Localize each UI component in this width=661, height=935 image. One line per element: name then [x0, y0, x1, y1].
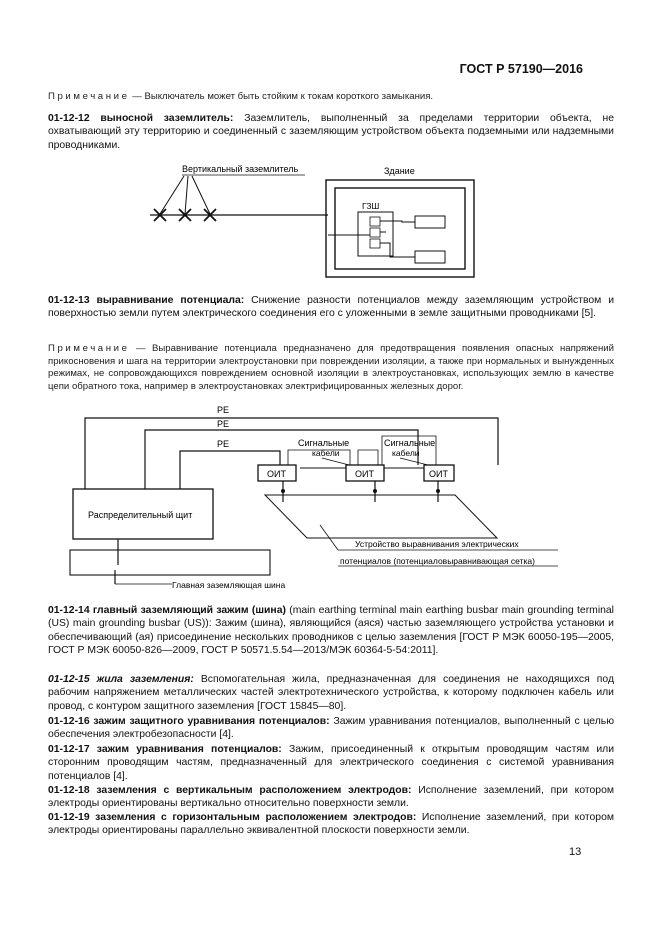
term-definition: Зажим уравнивания потенциалов, выполненный с целью обеспечения электробезопасности [4].: [48, 716, 614, 741]
term-definition: Снижение разности потенциалов между заземляющим устройством и поверхностью земли путем электрического соединения его с уложенными в земле защитными проводниками [5].: [48, 295, 614, 320]
main-earthing-bus: [70, 550, 270, 575]
signal-cables-label: кабели: [312, 448, 340, 458]
pe-label: PE: [217, 439, 230, 449]
term-01-12-15: [48, 673, 614, 713]
term-title: 01-12-18 заземления с вертикальным расположением электродов:: [48, 785, 412, 796]
terminal-block: [370, 228, 380, 237]
note-text: — Выключатель может быть стойким к токам короткого замыкания.: [129, 91, 434, 102]
oit-label: ОИТ: [355, 469, 374, 479]
building-outer: [326, 180, 474, 277]
grid-label: потенциалов (потенциаловыравнивающая сетка): [340, 556, 535, 566]
note-switch: [48, 91, 614, 104]
term-definition: Исполнение заземлений, при котором электроды ориентированы параллельно эквивалентной плоскости поверхности земли.: [48, 812, 615, 837]
bus-label: Главная заземляющая шина: [172, 580, 286, 590]
oit-label: ОИТ: [267, 469, 286, 479]
term-title: 01-12-16 зажим защитного уравнивания потенциалов:: [48, 716, 330, 727]
terminal-block: [370, 239, 380, 248]
equipment-box: [415, 251, 445, 263]
term-01-12-18: [48, 784, 614, 811]
term-definition: Исполнение заземлений, при котором электроды ориентированы вертикально относительно поверхности земли.: [48, 785, 615, 810]
pe-label: PE: [217, 405, 230, 415]
term-01-12-12: [48, 112, 614, 152]
connection-dot: [373, 489, 377, 493]
term-definition: Зажим, присоединенный к открытым проводящим частям или сторонним проводящим частям, предназначенный для электрического соединения с системой уравнивания потенциалов [4].: [48, 744, 614, 782]
note-label: Примечание: [48, 91, 130, 102]
term-title: 01-12-12 выносной заземлитель:: [48, 113, 234, 124]
signal-cables-label: кабели: [392, 448, 420, 458]
term-definition: (main earthing terminal main earthing busbar main grounding terminal (US) main grounding busbar (US)): Зажим (шина), являющийся (аяся) частью заземляющего устройства установки и обеспечивающий (ая) присоединение нескольких проводников с целью заземления [ГОСТ Р МЭК 60050-195—2005, ГОСТ Р МЭК 60050-826—2009, ГОСТ Р 50571.5.54—2013/МЭК 60364-5-54:2011].: [48, 605, 614, 657]
grid-label: Устройство выравнивания электрических: [355, 539, 519, 549]
term-definition: Вспомогательная жила, предназначенная для соединения не находящихся под рабочим напряжением металлических частей электротехнического устройства, к которому подключен кабель или провод, с контуром защитного заземления [ГОСТ 15845—80].: [48, 674, 615, 712]
pe-label: PE: [217, 419, 230, 429]
term-title: 01-12-14 главный заземляющий зажим (шина): [48, 605, 286, 616]
term-title: 01-12-15 жила заземления:: [48, 674, 194, 685]
signal-cables-label: Сигнальные: [384, 438, 436, 448]
term-title: 01-12-13 выравнивание потенциала:: [48, 295, 245, 306]
term-01-12-17: [48, 743, 614, 783]
oit-label: ОИТ: [429, 469, 448, 479]
gzsh-label: ГЗШ: [362, 201, 380, 211]
equalization-grid: [265, 495, 497, 538]
page-number: 13: [569, 846, 582, 858]
equipment-box: [415, 216, 445, 228]
figure-potential-equalization: [60, 400, 570, 595]
terminal-block: [370, 217, 380, 226]
building-label: Здание: [384, 166, 415, 176]
note-label: Примечание: [48, 343, 130, 354]
term-definition: Заземлитель, выполненный за пределами территории объекта, не охватывающий эту территорию и соединенный с заземляющим устройством объекта подземными или надземными проводниками.: [48, 113, 615, 151]
term-01-12-16: [48, 715, 614, 742]
vertical-electrode-label: Вертикальный заземлитель: [182, 164, 299, 174]
term-01-12-19: [48, 811, 614, 838]
term-title: 01-12-19 заземления с горизонтальным расположением электродов:: [48, 812, 417, 823]
term-01-12-13: [48, 294, 614, 321]
figure-remote-earth-electrode: [140, 160, 490, 285]
panel-label: Распределительный щит: [88, 510, 193, 520]
signal-cables-label: Сигнальные: [298, 438, 350, 448]
note-text: — Выравнивание потенциала предназначено для предотвращения появления опасных напряжений прикосновения и шага на территории электроустановки при повреждении изоляции, а также при нормальных и вынужденных режимах, не сопровождающихся повреждением основной изоляции в электроустановках, использующих землю в качестве цепи обратного тока, например в электроустановках электрифицированных железных дорог.: [48, 343, 614, 392]
term-title: 01-12-17 зажим уравнивания потенциалов:: [48, 744, 282, 755]
note-potential-equalization: [48, 343, 614, 393]
term-01-12-14: [48, 604, 614, 658]
connection-dot: [281, 489, 285, 493]
standard-designation: ГОСТ Р 57190—2016: [459, 62, 583, 76]
connection-dot: [436, 489, 440, 493]
